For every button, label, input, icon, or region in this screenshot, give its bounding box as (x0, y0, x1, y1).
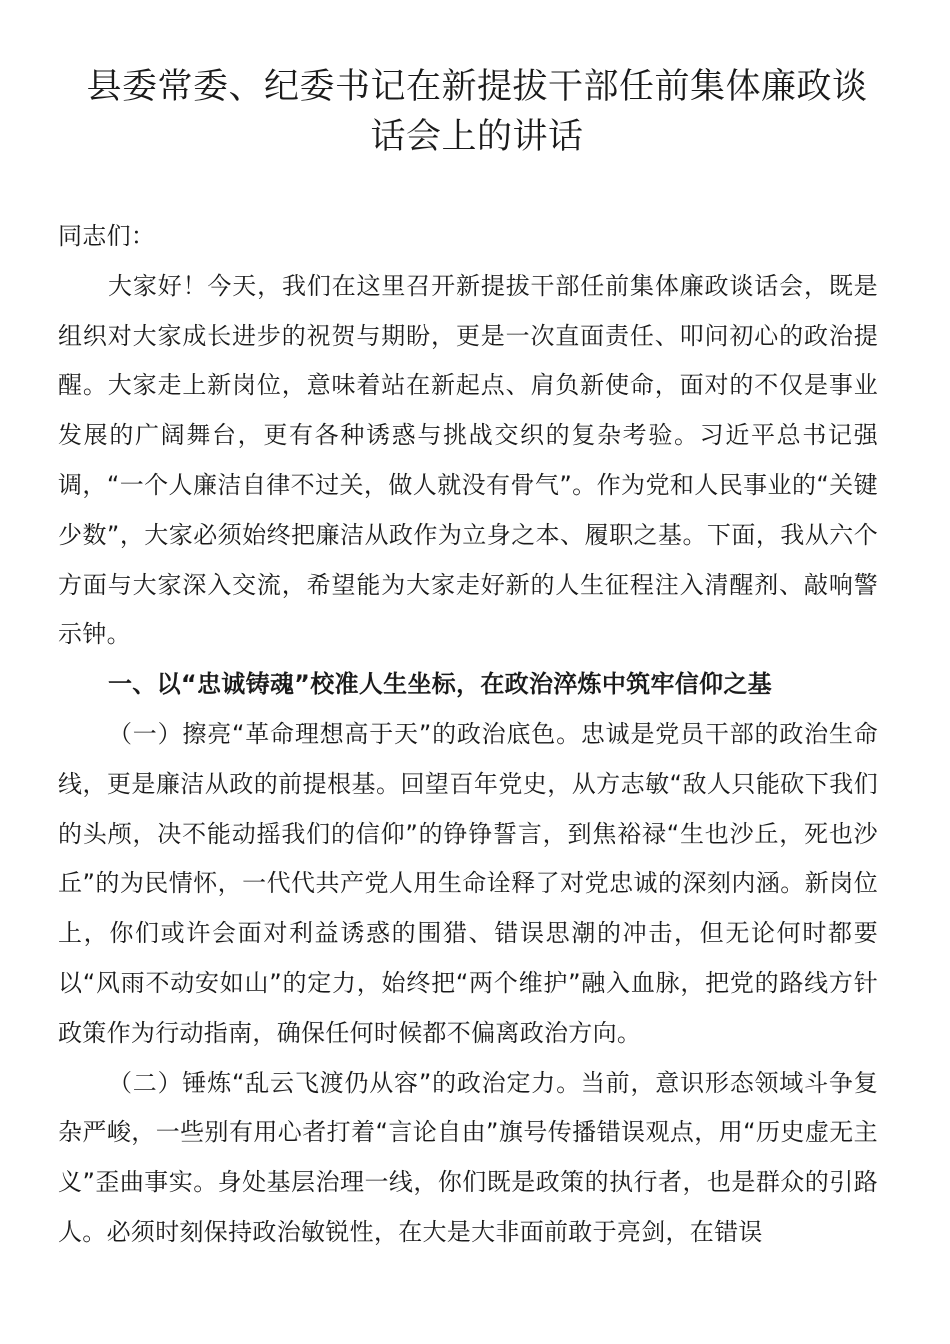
section-1-paragraph-2: （二）锤炼“乱云飞渡仍从容”的政治定力。当前，意识形态领域斗争复杂严峻，一些别有用心者打着“言论自由”旗号传播错误观点，用“历史虚无主义”歪曲事实。身处基层治理一线，你们既是政策的执行者，也是群众的引路人。必须时刻保持政治敏锐性，在大是大非面前敢于亮剑，在错误 (58, 1068, 878, 1246)
section-1-paragraph-1: （一）擦亮“革命理想高于天”的政治底色。忠诚是党员干部的政治生命线，更是廉洁从政的前提根基。回望百年党史，从方志敏“敌人只能砍下我们的头颅，决不能动摇我们的信仰”的铮铮誓言，到焦裕禄“生也沙丘，死也沙丘”的为民情怀，一代代共产党人用生命诠释了对党忠诚的深刻内涵。新岗位上，你们或许会面对利益诱惑的围猎、错误思潮的冲击，但无论何时都要以“风雨不动安如山”的定力，始终把“两个维护”融入血脉，把党的路线方针政策作为行动指南，确保任何时候都不偏离政治方向。 (58, 719, 878, 1047)
document-title: 县委常委、纪委书记在新提拔干部任前集体廉政谈话会上的讲话 (86, 67, 868, 157)
intro-paragraph: 大家好！今天，我们在这里召开新提拔干部任前集体廉政谈话会，既是组织对大家成长进步的祝贺与期盼，更是一次直面责任、叩问初心的政治提醒。大家走上新岗位，意味着站在新起点、肩负新使命，面对的不仅是事业发展的广阔舞台，更有各种诱惑与挑战交织的复杂考验。习近平总书记强调，“一个人廉洁自律不过关，做人就没有骨气”。作为党和人民事业的“关键少数”，大家必须始终把廉洁从政作为立身之本、履职之基。下面，我从六个方面与大家深入交流，希望能为大家走好新的人生征程注入清醒剂、敲响警示钟。 (58, 271, 878, 649)
section-1-heading: 一、以“忠诚铸魂”校准人生坐标，在政治淬炼中筑牢信仰之基 (108, 670, 772, 699)
document-body (58, 212, 878, 1258)
salutation: 同志们： (58, 222, 156, 250)
